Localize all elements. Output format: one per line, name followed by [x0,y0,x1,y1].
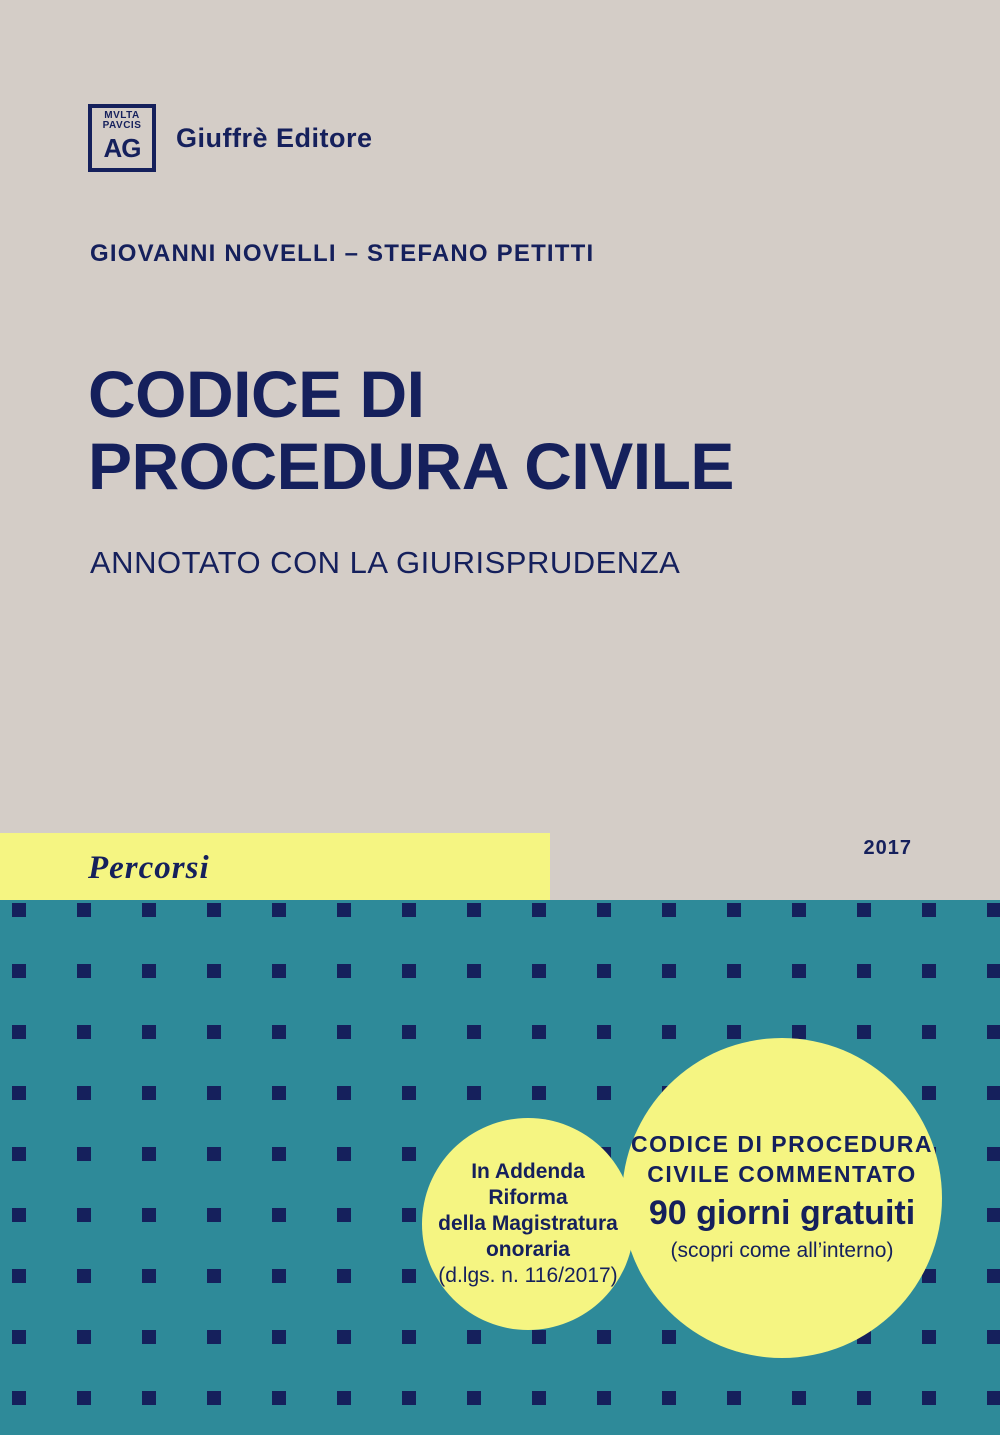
pattern-dot [467,1391,481,1405]
series-label: Percorsi [88,850,210,886]
pattern-dot [337,1086,351,1100]
pattern-dot [597,903,611,917]
pattern-dot [207,964,221,978]
pattern-dot [987,1208,1000,1222]
pattern-dot [597,1086,611,1100]
offer-line-4: (scopri come all’interno) [670,1239,894,1262]
pattern-dot [207,1330,221,1344]
pattern-dot [792,1025,806,1039]
pattern-dot [727,903,741,917]
pattern-dot [337,903,351,917]
pattern-dot [662,964,676,978]
pattern-dot [597,964,611,978]
pattern-dot [597,1330,611,1344]
pattern-dot [272,1391,286,1405]
pattern-dot [402,1391,416,1405]
pattern-dot [77,903,91,917]
pattern-dot [792,903,806,917]
pattern-dot [922,964,936,978]
pattern-dot [12,1086,26,1100]
pattern-dot [402,964,416,978]
pattern-dot [12,1269,26,1283]
pattern-dot [402,1269,416,1283]
addenda-line-2: Riforma [488,1186,568,1209]
pattern-dot [597,1391,611,1405]
pattern-dot [337,1025,351,1039]
logo-initials: AG [103,133,141,163]
pattern-dot [207,1025,221,1039]
pattern-dot [662,1025,676,1039]
pattern-dot [142,1086,156,1100]
pattern-dot [727,1391,741,1405]
pattern-dot [402,1086,416,1100]
pattern-dot [402,1147,416,1161]
pattern-dot [77,1391,91,1405]
pattern-dot [532,903,546,917]
pattern-dot [272,1269,286,1283]
pattern-dot [337,1391,351,1405]
pattern-dot [77,1208,91,1222]
pattern-dot [662,1330,676,1344]
pattern-dot [532,1025,546,1039]
pattern-dot [987,1269,1000,1283]
pattern-dot [272,1025,286,1039]
publisher-logo [88,104,373,172]
pattern-dot [272,964,286,978]
pattern-dot [77,1147,91,1161]
pattern-dot [857,964,871,978]
pattern-dot [532,1086,546,1100]
pattern-dot [207,1391,221,1405]
series-banner [0,833,550,901]
addenda-line-3: della Magistratura [438,1212,618,1235]
offer-line-1: CODICE DI PROCEDURA [631,1131,933,1157]
pattern-dot [402,1330,416,1344]
offer-line-2: CIVILE COMMENTATO [647,1161,917,1187]
pattern-dot [272,1330,286,1344]
pattern-dot [207,1208,221,1222]
pattern-dot [727,964,741,978]
pattern-dot [77,1025,91,1039]
pattern-dot [922,1330,936,1344]
title-line-2: PROCEDURA CIVILE [88,429,734,503]
pattern-dot [987,1086,1000,1100]
pattern-dot [402,1208,416,1222]
pattern-dot [987,964,1000,978]
pattern-dot [142,1147,156,1161]
pattern-dot [922,1391,936,1405]
pattern-dot [987,1330,1000,1344]
pattern-dot [987,903,1000,917]
logo-motto-line1: MVLTA [104,110,140,121]
addenda-line-5: (d.lgs. n. 116/2017) [438,1264,618,1287]
pattern-dot [467,1330,481,1344]
pattern-dot [142,964,156,978]
pattern-dot [922,903,936,917]
pattern-dot [12,1025,26,1039]
pattern-dot [77,1330,91,1344]
pattern-dot [987,1391,1000,1405]
subtitle: ANNOTATO CON LA GIURISPRUDENZA [90,545,681,580]
addenda-line-1: In Addenda [471,1160,585,1183]
pattern-dot [12,1330,26,1344]
giuffre-emblem-icon [88,104,156,172]
page-title [88,358,734,502]
pattern-dot [207,903,221,917]
pattern-dot [142,1330,156,1344]
logo-motto-line2: PAVCIS [102,120,142,131]
pattern-dot [142,1391,156,1405]
pattern-dot [467,903,481,917]
pattern-dot [922,1025,936,1039]
pattern-dot [12,964,26,978]
pattern-dot [337,1330,351,1344]
pattern-dot [792,1391,806,1405]
pattern-dot [532,964,546,978]
pattern-dot [857,1025,871,1039]
publication-year: 2017 [863,837,912,859]
pattern-dot [142,1269,156,1283]
pattern-dot [207,1086,221,1100]
pattern-dot [207,1269,221,1283]
pattern-dot [727,1025,741,1039]
publisher-name: Giuffrè Editore [176,122,373,153]
pattern-dot [467,1025,481,1039]
pattern-dot [12,1208,26,1222]
pattern-dot [532,1391,546,1405]
pattern-dot [77,1269,91,1283]
pattern-dot [272,1147,286,1161]
pattern-dot [207,1147,221,1161]
pattern-dot [77,964,91,978]
title-line-1: CODICE DI [88,357,425,431]
pattern-dot [337,1269,351,1283]
pattern-dot [337,1147,351,1161]
pattern-dot [662,1391,676,1405]
pattern-dot [402,903,416,917]
pattern-dot [272,903,286,917]
addenda-badge [422,1118,634,1330]
pattern-dot [337,1208,351,1222]
pattern-dot [467,1086,481,1100]
pattern-dot [12,1147,26,1161]
pattern-dot [662,903,676,917]
pattern-dot [142,903,156,917]
pattern-dot [532,1330,546,1344]
pattern-dot [12,1391,26,1405]
pattern-dot [77,1086,91,1100]
pattern-dot [272,1208,286,1222]
pattern-dot [142,1208,156,1222]
pattern-dot [857,1391,871,1405]
pattern-dot [792,964,806,978]
pattern-dot [987,1025,1000,1039]
pattern-dot [402,1025,416,1039]
pattern-dot [272,1086,286,1100]
pattern-dot [857,903,871,917]
pattern-dot [987,1147,1000,1161]
pattern-dot [337,964,351,978]
pattern-dot [597,1025,611,1039]
pattern-dot [467,964,481,978]
offer-badge [622,1038,942,1358]
authors: GIOVANNI NOVELLI – STEFANO PETITTI [90,240,595,267]
pattern-dot [922,1086,936,1100]
addenda-line-4: onoraria [485,1238,570,1261]
offer-line-3: 90 giorni gratuiti [648,1194,916,1232]
pattern-dot [142,1025,156,1039]
pattern-dot [12,903,26,917]
